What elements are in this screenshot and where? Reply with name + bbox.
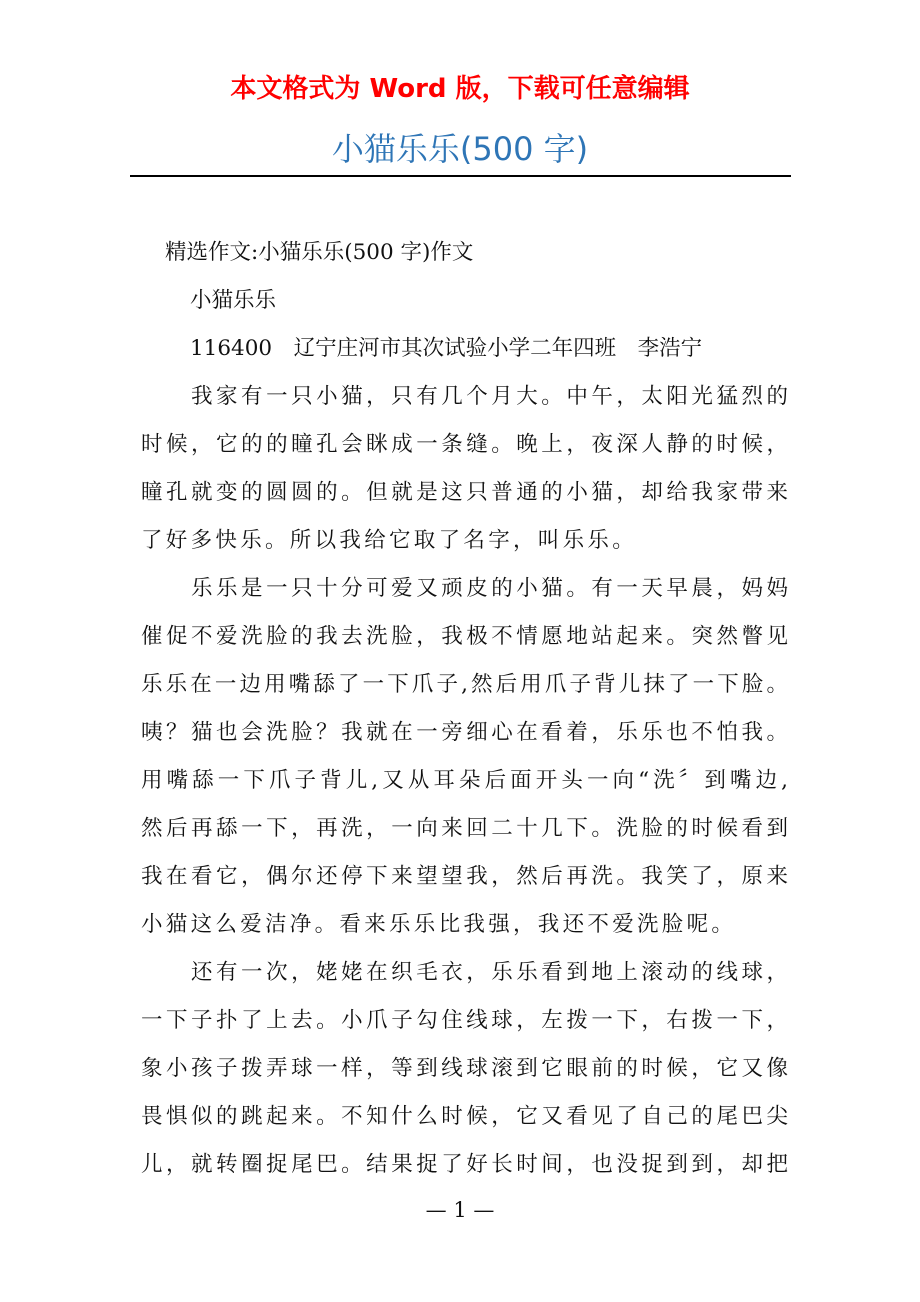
paragraph-line: 一下子扑了上去。小爪子勾住线球，左拨一下，右拨一下， — [141, 1008, 788, 1033]
paragraph-line: 乐乐在一边用嘴舔了一下爪子,然后用爪子背儿抹了一下脸。 — [141, 672, 788, 697]
paragraph-line: 小猫这么爱洁净。看来乐乐比我强，我还不爱洗脸呢。 — [141, 912, 737, 937]
author-line: 116400 辽宁庄河市其次试验小学二年四班 李浩宁 — [190, 336, 703, 361]
page-number: — 1 — — [425, 1198, 495, 1222]
paragraph-line: 象小孩子拨弄球一样，等到线球滚到它眼前的时候，它又像 — [141, 1056, 788, 1081]
word-format-notice: 本文格式为 Word 版，下载可任意编辑 — [230, 74, 690, 104]
document-title: 小猫乐乐(500 字) — [331, 130, 589, 168]
paragraph-line: 还有一次，姥姥在织毛衣，乐乐看到地上滚动的线球， — [191, 960, 788, 985]
paragraph-line: 儿，就转圈捉尾巴。结果捉了好长时间，也没捉到到，却把 — [141, 1152, 788, 1177]
paragraph-line: 瞳孔就变的圆圆的。但就是这只普通的小猫，却给我家带来 — [141, 480, 788, 505]
paragraph-line: 乐乐是一只十分可爱又顽皮的小猫。有一天早晨，妈妈 — [191, 576, 788, 601]
paragraph-line: 时候，它的的瞳孔会眯成一条缝。晚上，夜深人静的时候， — [141, 432, 788, 457]
header-rule — [130, 175, 791, 177]
paragraph-line: 我家有一只小猫，只有几个月大。中午，太阳光猛烈的 — [191, 384, 788, 409]
paragraph-line: 然后再舔一下，再洗，一向来回二十几下。洗脸的时候看到 — [141, 816, 788, 841]
paragraph-line: 用嘴舔一下爪子背儿,又从耳朵后面开头一向“洗〞到嘴边, — [141, 768, 788, 793]
intro-line: 精选作文:小猫乐乐(500 字)作文 — [165, 240, 474, 265]
paragraph-line: 催促不爱洗脸的我去洗脸，我极不情愿地站起来。突然瞥见 — [141, 624, 788, 649]
paragraph-line: 畏惧似的跳起来。不知什么时候，它又看见了自己的尾巴尖 — [141, 1104, 788, 1129]
paragraph-line: 咦？猫也会洗脸？我就在一旁细心在看着，乐乐也不怕我。 — [141, 720, 788, 745]
essay-subtitle: 小猫乐乐 — [190, 288, 277, 313]
paragraph-line: 了好多快乐。所以我给它取了名字，叫乐乐。 — [141, 528, 638, 553]
paragraph-line: 我在看它，偶尔还停下来望望我，然后再洗。我笑了，原来 — [141, 864, 788, 889]
